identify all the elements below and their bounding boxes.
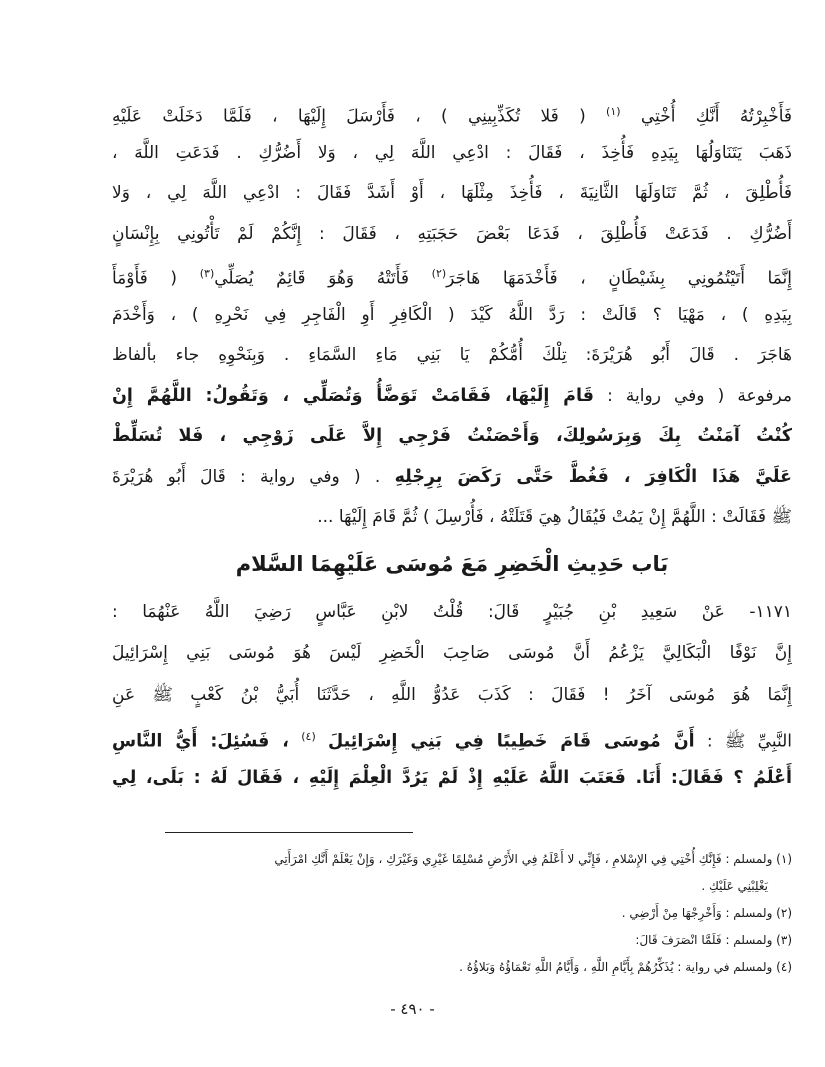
hadith-section-1 [112, 92, 792, 538]
text-line [112, 716, 792, 758]
text-line [112, 376, 792, 417]
text-line: أَعْلَمُ ؟ فَقَالَ: أَنَا. فَعَتَبَ اللَّهُ عَلَيْهِ إِذْ لَمْ يَرُدَّ الْعِلْمَ إِلَيْهِ ، فَقَالَ لَهُ : بَلَى، لِي [112, 767, 792, 788]
footnote-item: (٤) ولمسلم في رواية : يُذَكِّرُهُمْ بِأَيَّامِ اللَّهِ ، وَأَيَّامُ اللَّهِ نَعْمَاؤُهُ وَبَلاؤُهُ . [459, 960, 792, 974]
chapter-title: بَاب حَدِيثِ الْخَضِرِ مَعَ مُوسَى عَلَيْهِمَا السَّلام [235, 551, 669, 576]
text-line: إِنَّمَا هُوَ مُوسَى آخَرُ ! فَقَالَ : كَذَبَ عَدُوُّ اللَّهِ ، حَدَّثَنَا أُبَيُّ بْنُ كَعْبٍ ﷺ عَنِ [112, 684, 792, 705]
text-line: كُنْتُ آمَنْتُ بِكَ وَبِرَسُولِكَ، وَأَحْصَنْتُ فَرْجِي إِلاَّ عَلَى زَوْجِي ، فَلا تُسَلِّطْ [112, 426, 792, 446]
text-line: هَاجَرَ . قَالَ أَبُو هُرَيْرَةَ: تِلْكَ أُمُّكُمْ يَا بَنِي مَاءِ السَّمَاءِ . وَبِنَحْوِهِ جاء بألفاظ [112, 345, 792, 365]
bold-text-segment: ، فَسُئِلَ: أَيُّ النَّاسِ [112, 731, 289, 752]
bold-text-segment: قَامَ إِلَيْهَا، فَقَامَتْ تَوَضَّأُ وَتُصَلِّي ، وَتَقُولُ: اللَّهُمَّ إِنْ [112, 385, 594, 406]
bold-text-segment: عَلَيَّ هَذَا الْكَافِرَ ، فَغُطَّ حَتَّى رَكَضَ بِرِجْلِهِ [394, 466, 792, 487]
text-line: ﷺ فَقَالَتْ : اللَّهُمَّ إِنْ يَمُتْ فَيُقَالُ هِيَ قَتَلَتْهُ ، فَأُرْسِلَ ) ثُمَّ قَامَ إِلَيْهَا ... [317, 507, 792, 527]
text-segment: مرفوعة ( وفي رواية : [607, 385, 792, 406]
text-line: ذَهَبَ يَتَنَاوَلُهَا بِيَدِهِ فَأُخِذَ ، فَقَالَ : ادْعِي اللَّهَ لِي ، وَلا أَضُرُّكِ . فَدَعَتِ اللَّهَ ، [112, 142, 792, 163]
text-segment: فَأَتَتْهُ وَهُوَ قَائِمٌ يُصَلِّي [214, 268, 409, 289]
text-segment: إِنَّمَا أَتَيْتُمُونِي بِشَيْطَانٍ ، فَأَخْدَمَهَا هَاجَرَ [446, 268, 792, 289]
text-segment: النَّبِيِّ ﷺ : [706, 731, 792, 752]
text-segment: ( فَلا تُكَذِّبِينِي ) ، فَأَرْسَلَ إِلَيْهَا ، فَلَمَّا دَخَلَتْ عَلَيْهِ [112, 106, 586, 127]
footnote-item: (٢) ولمسلم : وَأَخْرِجْهَا مِنْ أَرْضِي . [621, 906, 792, 920]
footnote-item: يَغْلِبْنِي عَلَيْكِ . [701, 879, 768, 893]
text-line: إِنَّ نَوْفًا الْبَكَالِيَّ يَزْعُمُ أَنَّ مُوسَى صَاحِبَ الْخَضِرِ لَيْسَ هُوَ مُوسَى بَنِي إِسْرَائِيلَ [112, 643, 792, 663]
hadith-section-2 [112, 592, 792, 800]
text-line [112, 457, 792, 498]
text-line: بِيَدِهِ ) ، مَهْيَا ؟ قَالَتْ : رَدَّ اللَّهُ كَيْدَ ( الْكَافِرِ أَوِ الْفَاجِرِ فِي نَحْرِهِ ) ، وَأَخْدَمَ [112, 304, 792, 325]
footnote-item: (٣) ولمسلم : فَلَمَّا انْصَرَفَ قَالَ: [635, 933, 792, 947]
footnote-marker: (٢) [431, 267, 447, 280]
text-line: فَأُطْلِقَ ، ثُمَّ تَنَاوَلَهَا الثَّانِيَةَ ، فَأُخِذَ مِثْلَهَا ، أَوْ أَشَدَّ فَقَالَ : ادْعِي اللَّهَ لِي ، وَلا [112, 183, 792, 203]
footnote-divider [165, 832, 413, 833]
footnote-item: (١) ولمسلم : فَإِنَّكِ أُخْتِي فِي الإِسْلامِ ، فَإِنِّي لا أَعْلَمُ فِي الأَرْضِ مُسْلِمًا غَيْرِي وَغَيْرَكِ ، وَإِنْ يَعْلَمْ أَنَّكِ امْرَأَتِي [274, 852, 792, 866]
page-body [112, 92, 792, 799]
text-line: أَضُرُّكِ . فَدَعَتْ فَأُطْلِقَ ، فَدَعَا بَعْضَ حَجَبَتِهِ ، فَقَالَ : إِنَّكُمْ لَمْ تَأْتُونِي بِإِنْسَانٍ [112, 223, 792, 244]
footnote-marker: (٤) [301, 730, 316, 743]
footnotes [112, 846, 792, 981]
page-number: - ٤٩٠ - [390, 1000, 435, 1018]
text-segment: . ( وفي رواية : قَالَ أَبُو هُرَيْرَةَ [112, 466, 381, 487]
text-line: ١١٧١- عَنْ سَعِيدِ بْنِ جُبَيْرٍ قَالَ: قُلْتُ لابْنِ عَبَّاسٍ رَضِيَ اللَّهُ عَنْهُمَا : [112, 601, 792, 622]
text-line [112, 254, 792, 295]
footnote-marker: (١) [606, 105, 621, 118]
text-segment: فَأَخْبِرْتُهُ أَنَّكِ أُخْتِي [640, 106, 792, 127]
text-line [112, 92, 792, 133]
bold-text-segment: أَنَّ مُوسَى قَامَ خَطِيبًا فِي بَنِي إِسْرَائِيلَ [327, 731, 695, 752]
text-segment: ( فَأَوْمَأَ [112, 268, 178, 289]
footnote-marker: (٣) [199, 267, 215, 280]
